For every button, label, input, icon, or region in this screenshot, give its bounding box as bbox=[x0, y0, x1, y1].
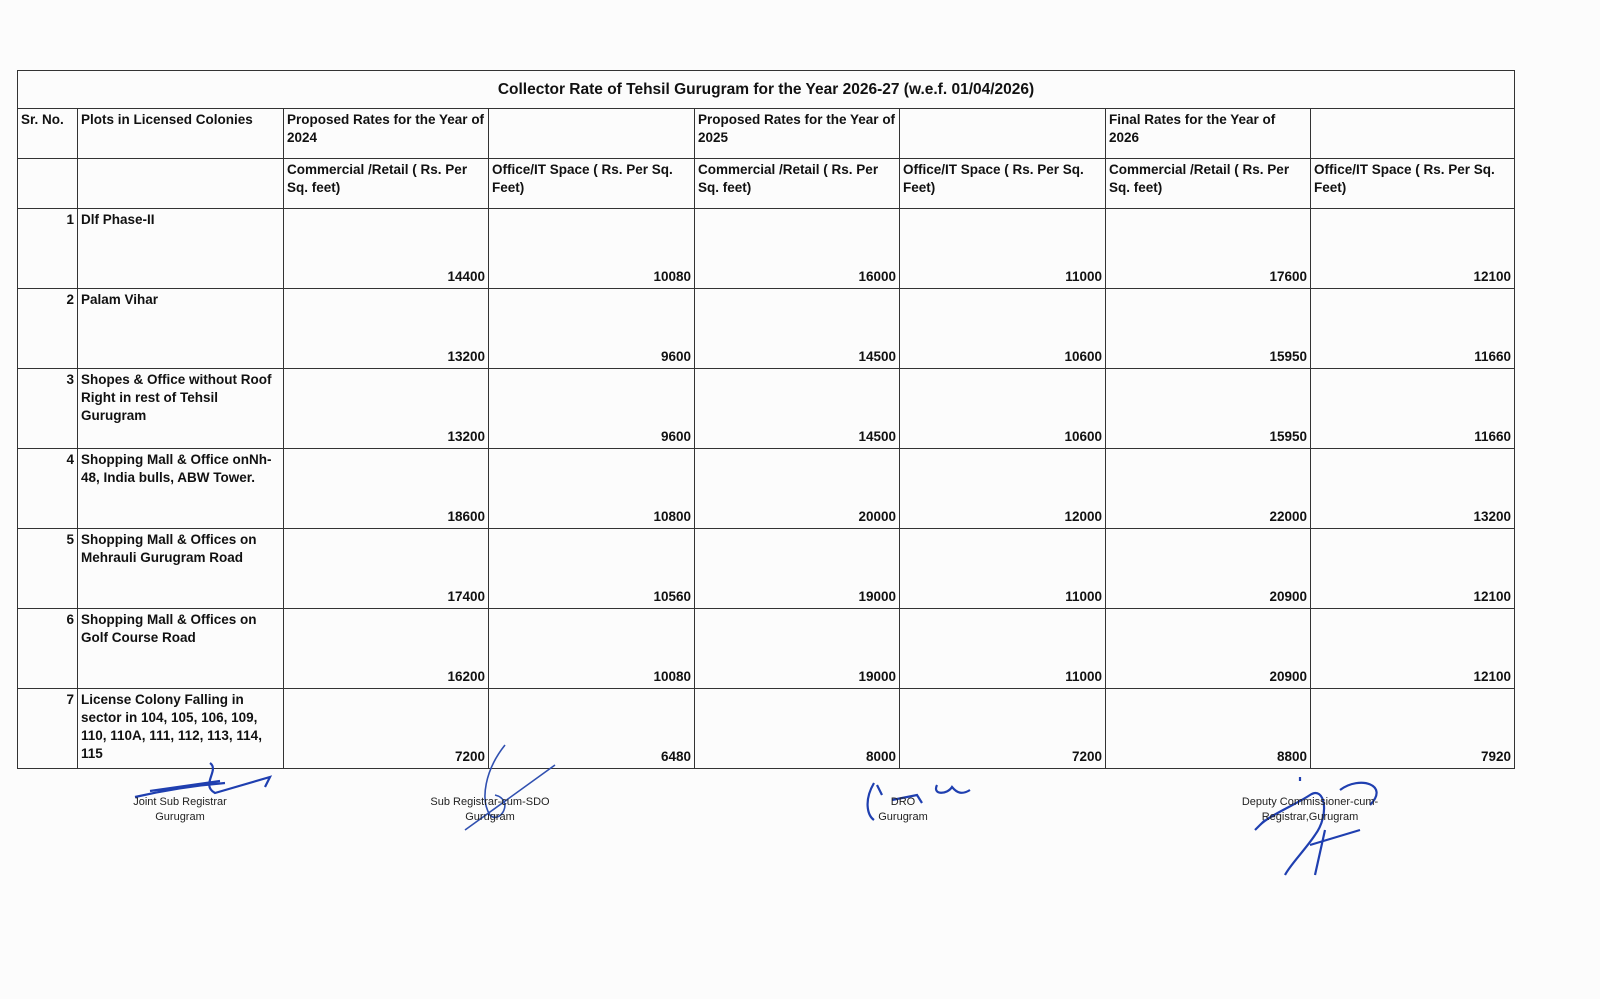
table-row bbox=[18, 369, 1515, 449]
table-row bbox=[18, 449, 1515, 529]
signature-deputy-commissioner-icon bbox=[1240, 775, 1400, 885]
rate-cell-o2026: 12100 bbox=[1311, 529, 1515, 609]
plot-name-cell: Shopes & Office without Roof Right in rest of Tehsil Gurugram bbox=[78, 369, 284, 449]
sr-no-cell: 2 bbox=[18, 289, 78, 369]
rate-cell-o2025: 12000 bbox=[900, 449, 1106, 529]
plot-name-cell: Shopping Mall & Offices on Mehrauli Gurugram Road bbox=[78, 529, 284, 609]
rate-cell-o2026: 13200 bbox=[1311, 449, 1515, 529]
rate-cell-c2025: 16000 bbox=[695, 209, 900, 289]
header-empty bbox=[18, 159, 78, 209]
rate-cell-o2024: 10080 bbox=[489, 209, 695, 289]
header-group-2026: Final Rates for the Year of 2026 bbox=[1106, 109, 1311, 159]
table-row bbox=[18, 289, 1515, 369]
header-commercial-2026: Commercial /Retail ( Rs. Per Sq. feet) bbox=[1106, 159, 1311, 209]
rate-cell-c2025: 20000 bbox=[695, 449, 900, 529]
rate-cell-o2026: 11660 bbox=[1311, 289, 1515, 369]
rate-cell-c2026: 8800 bbox=[1106, 689, 1311, 769]
rate-cell-c2025: 19000 bbox=[695, 609, 900, 689]
rate-cell-c2026: 15950 bbox=[1106, 289, 1311, 369]
rate-cell-o2024: 6480 bbox=[489, 689, 695, 769]
rate-cell-o2026: 11660 bbox=[1311, 369, 1515, 449]
header-plots: Plots in Licensed Colonies bbox=[78, 109, 284, 159]
header-office-2025: Office/IT Space ( Rs. Per Sq. Feet) bbox=[900, 159, 1106, 209]
sr-no-cell: 3 bbox=[18, 369, 78, 449]
rate-cell-c2026: 20900 bbox=[1106, 609, 1311, 689]
header-commercial-2024: Commercial /Retail ( Rs. Per Sq. feet) bbox=[284, 159, 489, 209]
rate-cell-o2025: 10600 bbox=[900, 289, 1106, 369]
rate-cell-c2025: 14500 bbox=[695, 369, 900, 449]
rate-cell-o2025: 11000 bbox=[900, 209, 1106, 289]
collector-rate-table bbox=[17, 70, 1515, 769]
signatory-deputy-commissioner: Deputy Commissioner-cum- Registrar,Gurugram bbox=[1241, 796, 1379, 823]
rate-cell-o2024: 10080 bbox=[489, 609, 695, 689]
header-office-2024: Office/IT Space ( Rs. Per Sq. Feet) bbox=[489, 159, 695, 209]
plot-name-cell: Shopping Mall & Offices on Golf Course Road bbox=[78, 609, 284, 689]
header-group-2025: Proposed Rates for the Year of 2025 bbox=[695, 109, 900, 159]
plot-name-cell: Palam Vihar bbox=[78, 289, 284, 369]
table-row bbox=[18, 529, 1515, 609]
header-row-columns bbox=[18, 159, 1515, 209]
rate-cell-o2026: 12100 bbox=[1311, 609, 1515, 689]
rate-cell-o2025: 10600 bbox=[900, 369, 1106, 449]
rate-cell-o2024: 10800 bbox=[489, 449, 695, 529]
header-group-2024: Proposed Rates for the Year of 2024 bbox=[284, 109, 489, 159]
rate-cell-c2025: 14500 bbox=[695, 289, 900, 369]
table-title: Collector Rate of Tehsil Gurugram for the Year 2026-27 (w.e.f. 01/04/2026) bbox=[18, 71, 1515, 109]
table-row bbox=[18, 609, 1515, 689]
rate-cell-c2025: 19000 bbox=[695, 529, 900, 609]
header-commercial-2025: Commercial /Retail ( Rs. Per Sq. feet) bbox=[695, 159, 900, 209]
header-office-2026: Office/IT Space ( Rs. Per Sq. Feet) bbox=[1311, 159, 1515, 209]
signatory-sub-registrar: Sub Registrar-cum-SDO Gurugram bbox=[430, 796, 550, 823]
plot-name-cell: Shopping Mall & Office onNh-48, India bulls, ABW Tower. bbox=[78, 449, 284, 529]
rate-cell-c2024: 13200 bbox=[284, 289, 489, 369]
rate-cell-o2024: 9600 bbox=[489, 289, 695, 369]
signatory-joint-sub-registrar: Joint Sub Registrar Gurugram bbox=[133, 796, 227, 823]
rate-cell-c2024: 18600 bbox=[284, 449, 489, 529]
rate-cell-c2024: 13200 bbox=[284, 369, 489, 449]
plot-name-cell: Dlf Phase-II bbox=[78, 209, 284, 289]
rate-cell-c2026: 22000 bbox=[1106, 449, 1311, 529]
sr-no-cell: 4 bbox=[18, 449, 78, 529]
rate-cell-c2024: 17400 bbox=[284, 529, 489, 609]
header-empty bbox=[900, 109, 1106, 159]
rate-cell-o2024: 9600 bbox=[489, 369, 695, 449]
rate-cell-o2026: 12100 bbox=[1311, 209, 1515, 289]
rate-cell-c2024: 7200 bbox=[284, 689, 489, 769]
rate-cell-c2026: 15950 bbox=[1106, 369, 1311, 449]
rate-cell-c2026: 17600 bbox=[1106, 209, 1311, 289]
rate-cell-o2024: 10560 bbox=[489, 529, 695, 609]
sr-no-cell: 5 bbox=[18, 529, 78, 609]
plot-name-cell: License Colony Falling in sector in 104, 105, 106, 109, 110, 110A, 111, 112, 113, 114, 115 bbox=[78, 689, 284, 769]
rate-cell-o2025: 7200 bbox=[900, 689, 1106, 769]
header-row-groups bbox=[18, 109, 1515, 159]
header-empty bbox=[489, 109, 695, 159]
rate-cell-o2025: 11000 bbox=[900, 609, 1106, 689]
sr-no-cell: 7 bbox=[18, 689, 78, 769]
rate-cell-c2024: 14400 bbox=[284, 209, 489, 289]
rate-cell-c2025: 8000 bbox=[695, 689, 900, 769]
rate-cell-c2024: 16200 bbox=[284, 609, 489, 689]
sr-no-cell: 1 bbox=[18, 209, 78, 289]
header-empty bbox=[1311, 109, 1515, 159]
rate-cell-o2026: 7920 bbox=[1311, 689, 1515, 769]
header-sr-no: Sr. No. bbox=[18, 109, 78, 159]
header-empty bbox=[78, 159, 284, 209]
rate-cell-o2025: 11000 bbox=[900, 529, 1106, 609]
signatory-dro: DRO Gurugram bbox=[878, 796, 928, 823]
table-row bbox=[18, 209, 1515, 289]
rate-cell-c2026: 20900 bbox=[1106, 529, 1311, 609]
sr-no-cell: 6 bbox=[18, 609, 78, 689]
